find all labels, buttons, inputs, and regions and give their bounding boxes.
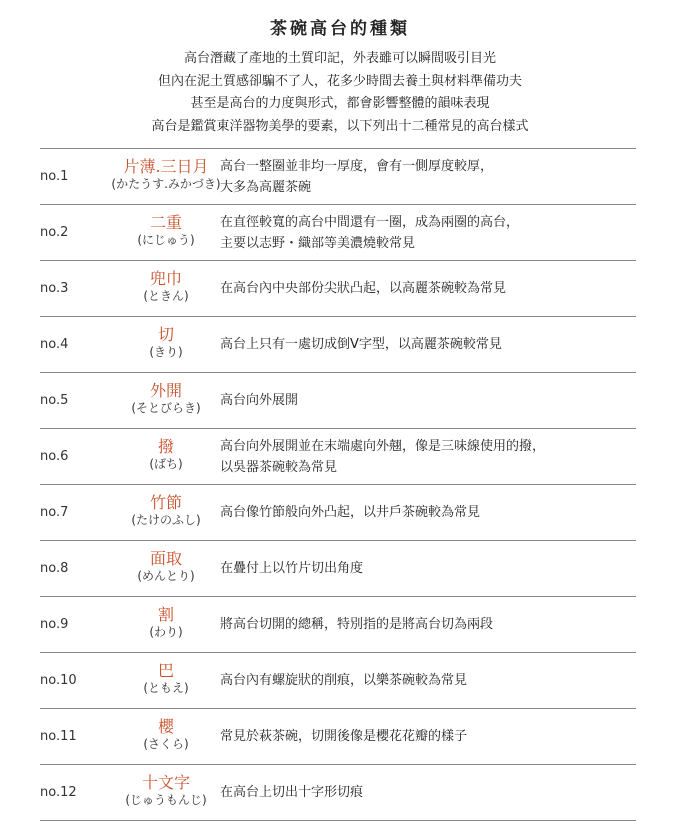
- term-description: [220, 709, 636, 764]
- table-row: [40, 765, 636, 821]
- description-text: 高台一整圈並非均一厚度，會有一側厚度較厚， 大多為高麗茶碗: [220, 158, 494, 195]
- intro-line: 高台潛藏了產地的土質印記，外表雖可以瞬間吸引目光: [183, 51, 496, 66]
- term: [96, 661, 236, 696]
- table-row: [40, 205, 636, 261]
- page-title: 茶碗高台的種類: [270, 19, 410, 39]
- term-description: [220, 149, 636, 204]
- table-row: [40, 485, 636, 541]
- description-text: 高台上只有一處切成倒V字型，以高麗茶碗較常見: [220, 337, 502, 352]
- term-name: 兜巾: [149, 269, 182, 288]
- term-reading: (めんとり): [137, 569, 195, 583]
- row-number: no.11: [40, 729, 77, 744]
- term: [96, 437, 236, 472]
- term: [96, 717, 236, 752]
- table-row: [40, 373, 636, 429]
- term: [96, 157, 236, 192]
- row-number: no.8: [40, 561, 69, 576]
- description-text: 在直徑較寬的高台中間還有一圈，成為兩圈的高台， 主要以志野・織部等美濃燒較常見: [220, 214, 520, 251]
- term-name: 二重: [149, 213, 182, 232]
- table-row: [40, 261, 636, 317]
- term: [96, 213, 236, 248]
- term-reading: (ともえ): [143, 681, 189, 695]
- term-reading: (たけのふし): [131, 513, 201, 527]
- table-row: [40, 653, 636, 709]
- term-reading: (かたうす.みかづき): [111, 177, 221, 191]
- row-number: no.10: [40, 673, 77, 688]
- term-name: 撥: [157, 437, 174, 456]
- term-reading: (わり): [149, 625, 183, 639]
- term: [96, 493, 236, 528]
- intro-line: 高台是鑑賞東洋器物美學的要素，以下列出十二種常見的高台樣式: [151, 118, 529, 134]
- term-description: [220, 765, 636, 820]
- term: [96, 605, 236, 640]
- term-reading: (じゅうもんじ): [125, 793, 207, 807]
- term-name: 割: [157, 605, 174, 624]
- term-reading: (さくら): [143, 737, 189, 751]
- term-description: [220, 429, 636, 484]
- term-name: 片薄.三日月: [123, 157, 209, 176]
- foot-ring-table: [40, 148, 636, 821]
- row-number: no.12: [40, 785, 77, 800]
- term-name: 切: [157, 325, 174, 344]
- table-row: [40, 429, 636, 485]
- term-reading: (きり): [149, 345, 183, 359]
- term-name: 櫻: [157, 717, 174, 736]
- term: [96, 381, 236, 416]
- description-text: 高台向外展開: [220, 393, 299, 408]
- term-reading: (にじゅう): [137, 233, 195, 247]
- table-row: [40, 317, 636, 373]
- intro-line: 甚至是高台的力度與形式，都會影響整體的韻味表現: [190, 96, 490, 111]
- row-number: no.2: [40, 225, 69, 240]
- term-description: [220, 541, 636, 596]
- term-reading: (ばち): [149, 457, 183, 471]
- table-row: [40, 149, 636, 205]
- row-number: no.3: [40, 281, 69, 296]
- row-number: no.9: [40, 617, 69, 632]
- term-reading: (そとびらき): [131, 401, 201, 415]
- description-text: 將高台切開的總稱，特別指的是將高台切為兩段: [220, 617, 494, 632]
- term-name: 竹節: [149, 493, 182, 512]
- row-number: no.6: [40, 449, 69, 464]
- description-text: 在高台上切出十字形切痕: [220, 785, 364, 800]
- term-description: [220, 597, 636, 652]
- description-text: 高台像竹節般向外凸起，以井戶茶碗較為常見: [220, 505, 481, 520]
- description-text: 高台向外展開並在末端處向外翹，像是三味線使用的撥， 以吳器茶碗較為常見: [220, 438, 546, 475]
- intro-paragraph: [0, 48, 680, 138]
- row-number: no.4: [40, 337, 69, 352]
- description-text: 在高台內中央部份尖狀凸起，以高麗茶碗較為常見: [220, 281, 507, 296]
- term: [96, 549, 236, 584]
- description-text: 在疊付上以竹片切出角度: [220, 561, 364, 576]
- term-description: [220, 205, 636, 260]
- term-description: [220, 317, 636, 372]
- term-description: [220, 653, 636, 708]
- table-row: [40, 597, 636, 653]
- term-description: [220, 261, 636, 316]
- description-text: 高台內有螺旋狀的削痕，以樂茶碗較為常見: [220, 673, 468, 688]
- description-text: 常見於萩茶碗，切開後像是櫻花花瓣的樣子: [220, 729, 468, 744]
- term-name: 外開: [149, 381, 182, 400]
- table-row: [40, 541, 636, 597]
- row-number: no.1: [40, 169, 69, 184]
- row-number: no.5: [40, 393, 69, 408]
- term: [96, 325, 236, 360]
- term-description: [220, 373, 636, 428]
- term-name: 面取: [149, 549, 182, 568]
- row-number: no.7: [40, 505, 69, 520]
- term-name: 十文字: [141, 773, 190, 792]
- term: [96, 269, 236, 304]
- term-reading: (ときん): [143, 289, 189, 303]
- intro-line: 但內在泥土質感卻騙不了人，花多少時間去養土與材料準備功夫: [157, 73, 522, 89]
- term: [96, 773, 236, 808]
- term-description: [220, 485, 636, 540]
- table-row: [40, 709, 636, 765]
- term-name: 巴: [157, 661, 174, 680]
